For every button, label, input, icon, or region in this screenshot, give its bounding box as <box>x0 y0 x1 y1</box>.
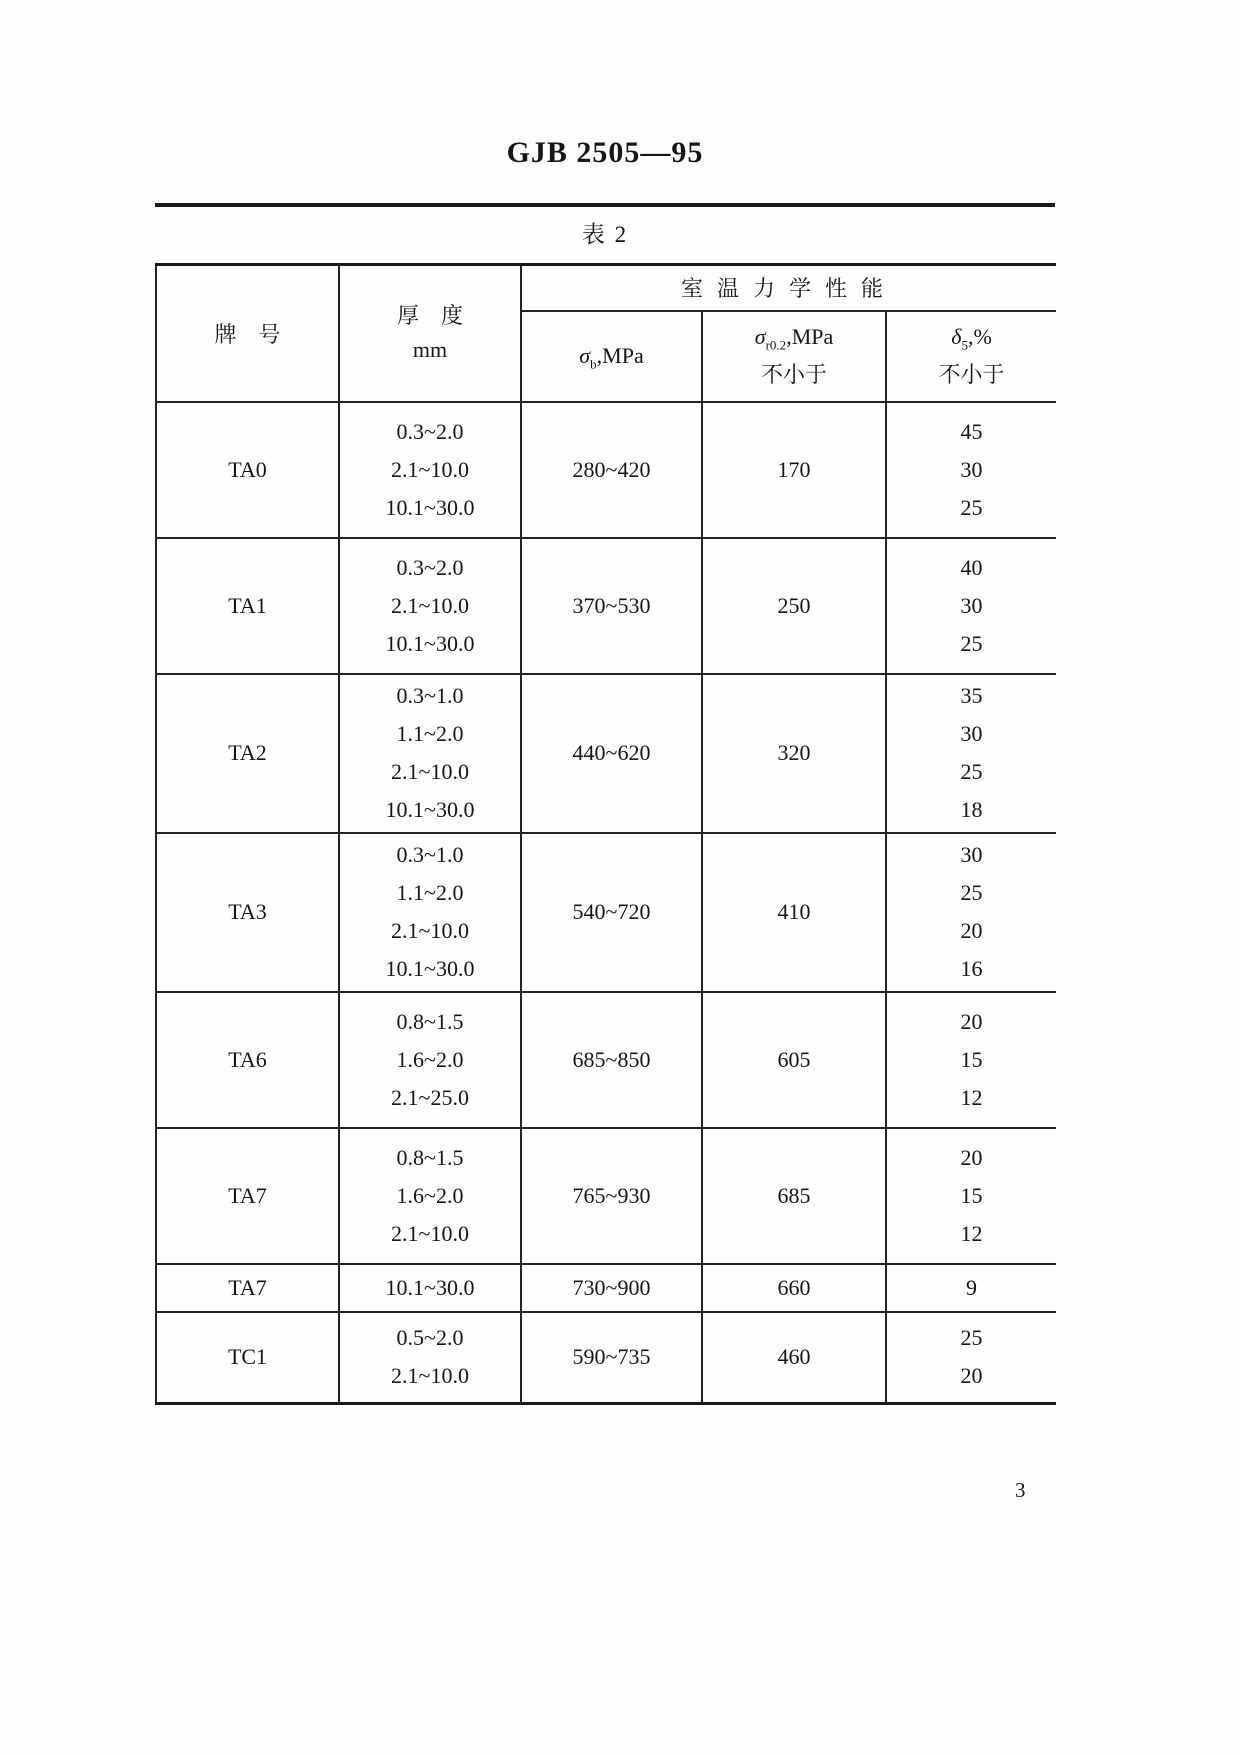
grade-cell: TA3 <box>156 833 339 992</box>
thickness-line: 10.1~30.0 <box>385 494 475 520</box>
table-row <box>156 833 1056 992</box>
sigma-r02-cell: 170 <box>702 402 886 538</box>
thickness-line: 0.8~1.5 <box>396 1144 464 1170</box>
sigma-b-cell: 685~850 <box>521 992 702 1128</box>
delta-line: 15 <box>960 1182 983 1208</box>
grade-cell: TA2 <box>156 674 339 833</box>
sigma-r02-cell: 460 <box>702 1312 886 1404</box>
delta-line: 25 <box>960 1325 983 1351</box>
grade-cell: TA7 <box>156 1264 339 1312</box>
table-row <box>156 538 1056 674</box>
thickness-line: 2.1~25.0 <box>391 1084 469 1110</box>
grade-cell: TA7 <box>156 1128 339 1264</box>
delta-line: 16 <box>960 956 983 981</box>
delta-line: 30 <box>960 842 983 867</box>
sigma-r02-cell: 685 <box>702 1128 886 1264</box>
sigma-b-cell: 730~900 <box>521 1264 702 1312</box>
delta-line: 30 <box>960 592 983 618</box>
delta-line: 12 <box>960 1084 983 1110</box>
grade-cell: TC1 <box>156 1312 339 1404</box>
thickness-cell <box>339 674 521 833</box>
thickness-column-header <box>339 265 521 402</box>
sigma-r02-symbol: σ <box>754 324 766 349</box>
title-rule <box>155 203 1055 207</box>
delta-line: 20 <box>960 1363 983 1389</box>
thickness-line: 2.1~10.0 <box>391 592 469 618</box>
thickness-line: 0.3~2.0 <box>396 418 464 444</box>
sigma-b-cell: 280~420 <box>521 402 702 538</box>
thickness-line: 0.3~1.0 <box>396 842 464 867</box>
grade-cell: TA6 <box>156 992 339 1128</box>
thickness-line: 2.1~10.0 <box>391 456 469 482</box>
table-row <box>156 1312 1056 1404</box>
table-row <box>156 1264 1056 1312</box>
thickness-line: 2.1~10.0 <box>391 918 469 943</box>
standard-code: GJB 2505—95 <box>506 136 704 169</box>
delta-line: 30 <box>960 721 983 746</box>
delta-line: 25 <box>960 630 983 656</box>
delta-cell <box>886 674 1056 833</box>
thickness-cell <box>339 833 521 992</box>
thickness-line: 0.8~1.5 <box>396 1008 464 1034</box>
delta-cell <box>886 538 1056 674</box>
table-body <box>156 402 1056 1404</box>
thickness-line: 1.6~2.0 <box>396 1046 464 1072</box>
delta-title-line <box>887 318 1056 356</box>
sigma-r02-cell: 320 <box>702 674 886 833</box>
delta-unit: ,% <box>967 324 992 349</box>
thickness-cell <box>339 402 521 538</box>
sigma-b-cell: 590~735 <box>521 1312 702 1404</box>
sigma-r02-not-less-than: 不小于 <box>760 362 827 387</box>
page-number: 3 <box>1015 1478 1026 1502</box>
sigma-r02-column-header <box>702 311 886 402</box>
delta-cell <box>886 992 1056 1128</box>
thickness-header-line1: 厚 度 <box>396 303 463 329</box>
thickness-line: 2.1~10.0 <box>391 1363 469 1389</box>
delta-line: 30 <box>960 456 983 482</box>
delta-cell <box>886 833 1056 992</box>
delta-cell <box>886 402 1056 538</box>
delta-line: 12 <box>960 1220 983 1246</box>
delta-line: 18 <box>960 797 983 822</box>
table-row <box>156 402 1056 538</box>
delta-line: 25 <box>960 759 983 784</box>
delta-subscript: 5 <box>961 337 968 353</box>
delta-line: 20 <box>960 1144 983 1170</box>
sigma-b-cell: 370~530 <box>521 538 702 674</box>
thickness-cell <box>339 538 521 674</box>
thickness-line: 10.1~30.0 <box>385 956 475 981</box>
delta-not-less-than: 不小于 <box>938 362 1005 387</box>
room-temp-properties-group-header: 室温力学性能 <box>521 265 1056 311</box>
sigma-r02-cell: 660 <box>702 1264 886 1312</box>
delta-line: 15 <box>960 1046 983 1072</box>
grade-cell: TA0 <box>156 402 339 538</box>
delta-cell <box>886 1312 1056 1404</box>
sigma-r02-title-line <box>703 318 885 356</box>
sigma-b-column-header <box>521 311 702 402</box>
thickness-line: 0.3~2.0 <box>396 554 464 580</box>
delta-line: 20 <box>960 1008 983 1034</box>
thickness-line: 1.1~2.0 <box>396 721 464 746</box>
sigma-r02-subscript: r0.2 <box>765 337 787 353</box>
sigma-r02-cell: 250 <box>702 538 886 674</box>
sigma-b-cell: 440~620 <box>521 674 702 833</box>
thickness-line: 2.1~10.0 <box>391 759 469 784</box>
thickness-cell <box>339 1128 521 1264</box>
table-row <box>156 674 1056 833</box>
sigma-b-cell: 540~720 <box>521 833 702 992</box>
delta-line: 20 <box>960 918 983 943</box>
delta-column-header <box>886 311 1056 402</box>
sigma-b-cell: 765~930 <box>521 1128 702 1264</box>
table-caption: 表 2 <box>581 222 629 247</box>
delta-line: 40 <box>960 554 983 580</box>
sigma-r02-unit: ,MPa <box>786 324 834 349</box>
table-row <box>156 992 1056 1128</box>
thickness-line: 1.6~2.0 <box>396 1182 464 1208</box>
sigma-b-unit: ,MPa <box>596 343 644 368</box>
delta-line: 45 <box>960 418 983 444</box>
table-header <box>156 265 1056 402</box>
thickness-line: 0.5~2.0 <box>396 1325 464 1351</box>
sigma-r02-cell: 605 <box>702 992 886 1128</box>
sigma-r02-cell: 410 <box>702 833 886 992</box>
sigma-b-symbol: σ <box>579 343 591 368</box>
delta-line: 35 <box>960 683 983 708</box>
thickness-cell <box>339 992 521 1128</box>
thickness-line: 10.1~30.0 <box>385 797 475 822</box>
delta-cell <box>886 1128 1056 1264</box>
delta-line: 25 <box>960 494 983 520</box>
delta-cell <box>886 1264 1056 1312</box>
table-row <box>156 1128 1056 1264</box>
thickness-cell <box>339 1312 521 1404</box>
delta-line: 25 <box>960 880 983 905</box>
delta-line: 9 <box>966 1274 978 1300</box>
thickness-line: 0.3~1.0 <box>396 683 464 708</box>
thickness-line: 10.1~30.0 <box>385 630 475 656</box>
grade-cell: TA1 <box>156 538 339 674</box>
thickness-cell <box>339 1264 521 1312</box>
thickness-line: 1.1~2.0 <box>396 880 464 905</box>
grade-column-header: 牌 号 <box>156 265 339 402</box>
header-row-group <box>156 265 1056 311</box>
sigma-b-subscript: b <box>590 356 597 372</box>
delta-symbol: δ <box>951 324 962 349</box>
thickness-line: 10.1~30.0 <box>385 1274 475 1300</box>
mechanical-properties-table <box>155 263 1056 1405</box>
thickness-header-line2: mm <box>412 337 448 363</box>
thickness-line: 2.1~10.0 <box>391 1220 469 1246</box>
